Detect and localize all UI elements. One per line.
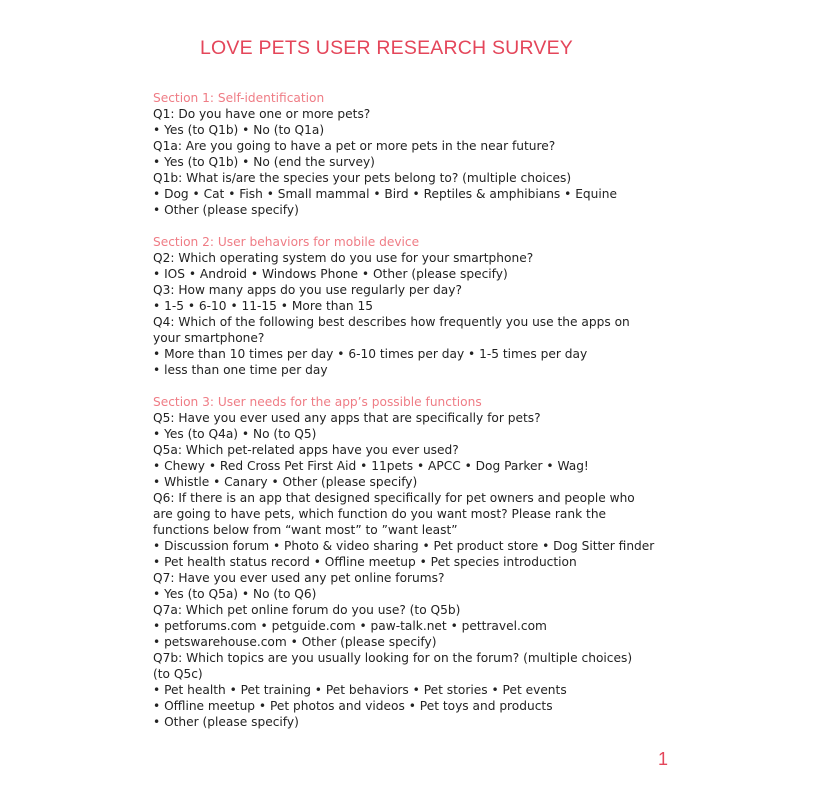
question-text: Q7: Have you ever used any pet online forums? [153,571,445,585]
question-text: Q1: Do you have one or more pets? [153,107,371,121]
question-text: Q1a: Are you going to have a pet or more pets in the near future? [153,139,556,153]
answer-options: • less than one time per day [153,363,328,377]
question-text: Q4: Which of the following best describes how frequently you use the apps on your smartphone? [153,315,630,345]
question-text: Q7b: Which topics are you usually looking for on the forum? (multiple choices) (to Q5c) [153,651,633,681]
answer-options: • IOS • Android • Windows Phone • Other (please specify) [153,267,508,281]
answer-options: • Other (please specify) [153,715,299,729]
answer-options: • Whistle • Canary • Other (please specify) [153,475,418,489]
answer-options: • petforums.com • petguide.com • paw-talk.net • pettravel.com [153,619,547,633]
answer-options: • 1-5 • 6-10 • 11-15 • More than 15 [153,299,374,313]
section-heading: Section 1: Self-identification [153,91,325,105]
section-self-identification [153,90,643,218]
section-user-needs [153,394,655,730]
question-text: Q2: Which operating system do you use for your smartphone? [153,251,534,265]
answer-options: • Discussion forum • Photo & video sharing • Pet product store • Dog Sitter finder [153,539,655,553]
section-user-behaviors [153,234,643,378]
answer-options: • Dog • Cat • Fish • Small mammal • Bird • Reptiles & amphibians • Equine [153,187,617,201]
answer-options: • Yes (to Q1b) • No (to Q1a) [153,123,325,137]
answer-options: • More than 10 times per day • 6-10 times per day • 1-5 times per day [153,347,588,361]
question-text: Q1b: What is/are the species your pets belong to? (multiple choices) [153,171,572,185]
answer-options: • Pet health • Pet training • Pet behaviors • Pet stories • Pet events [153,683,567,697]
answer-options: • Chewy • Red Cross Pet First Aid • 11pets • APCC • Dog Parker • Wag! [153,459,589,473]
survey-content [153,90,655,746]
answer-options: • petswarehouse.com • Other (please specify) [153,635,437,649]
answer-options: • Yes (to Q5a) • No (to Q6) [153,587,317,601]
question-text: Q5a: Which pet-related apps have you ever used? [153,443,459,457]
question-text: Q7a: Which pet online forum do you use? (to Q5b) [153,603,461,617]
question-text: Q3: How many apps do you use regularly per day? [153,283,462,297]
question-text: Q5: Have you ever used any apps that are specifically for pets? [153,411,541,425]
section-heading: Section 3: User needs for the app’s possible functions [153,395,482,409]
answer-options: • Pet health status record • Offline meetup • Pet species introduction [153,555,577,569]
answer-options: • Yes (to Q1b) • No (end the survey) [153,155,375,169]
answer-options: • Yes (to Q4a) • No (to Q5) [153,427,317,441]
question-text: Q6: If there is an app that designed specifically for pet owners and people who are going to have pets, which function do you want most? Please rank the functions below from “want most” to ”want least” [153,491,635,537]
section-heading: Section 2: User behaviors for mobile device [153,235,420,249]
page-number: 1 [658,749,669,769]
answer-options: • Offline meetup • Pet photos and videos • Pet toys and products [153,699,553,713]
answer-options: • Other (please specify) [153,203,299,217]
page-title: LOVE PETS USER RESEARCH SURVEY [200,37,573,59]
